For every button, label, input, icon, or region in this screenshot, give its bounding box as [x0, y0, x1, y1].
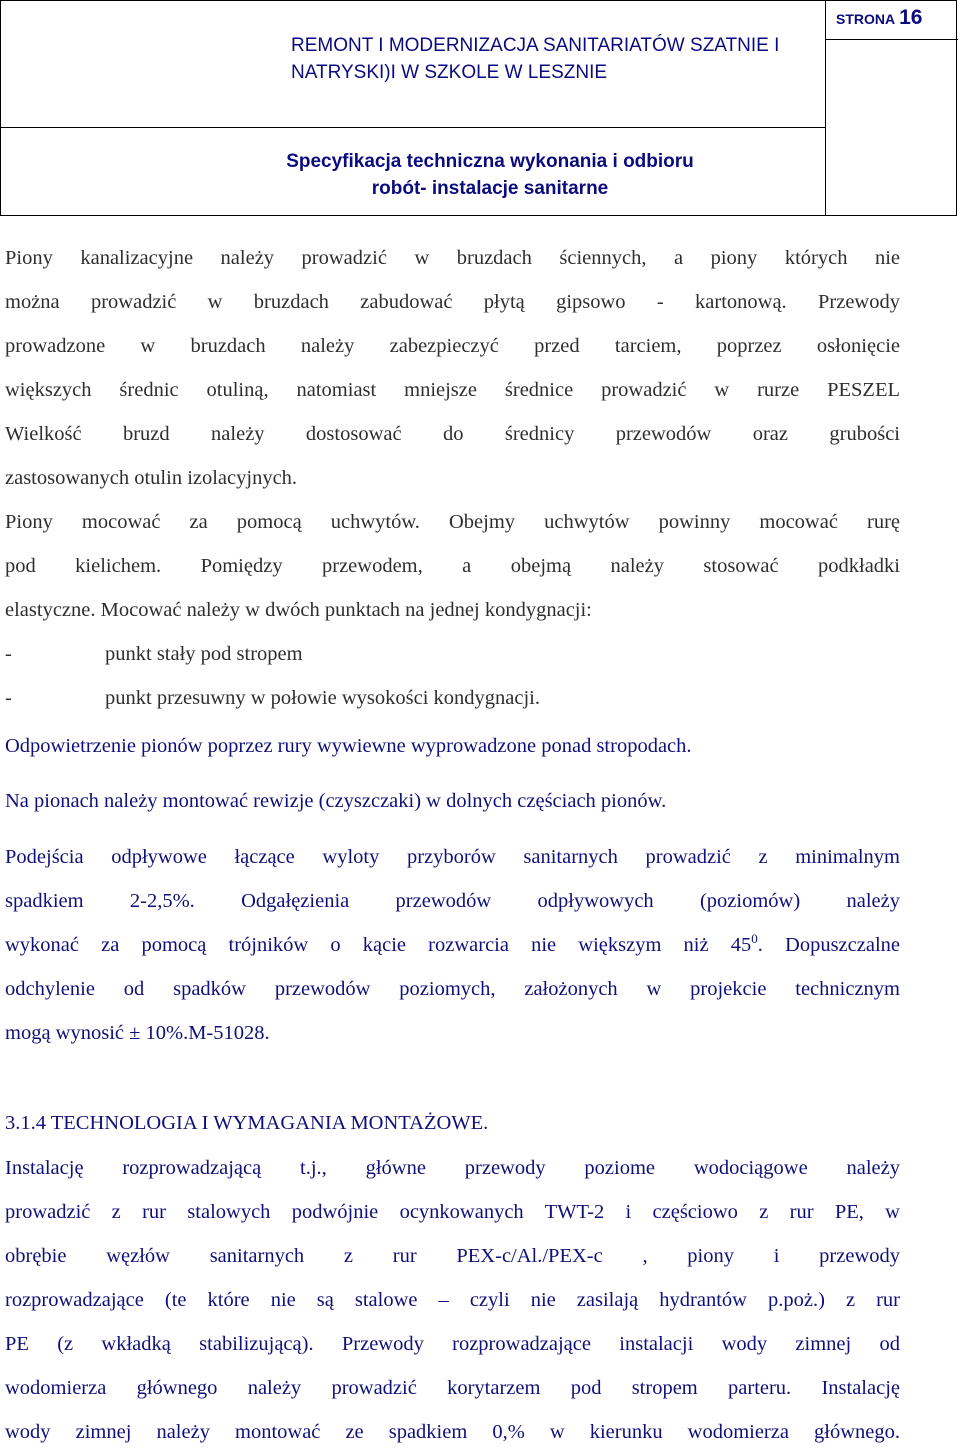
list-dash: -	[5, 643, 12, 665]
list-dash: -	[5, 687, 12, 709]
paragraph-instalacja-rozprowadzajaca	[5, 1146, 900, 1454]
text-line: Instalację rozprowadzającą t.j., główne przewody poziome wodociągowe należy	[5, 1157, 900, 1179]
document-title: REMONT I MODERNIZACJA SANITARIATÓW SZATNIE I NATRYSKI)I W SZKOLE W LESZNIE	[291, 35, 780, 83]
text-line: Odpowietrzenie pionów poprzez rury wywiewne wyprowadzone ponad stropodach.	[5, 735, 692, 757]
list-item-text: punkt stały pod stropem	[105, 643, 303, 665]
subtitle-line-1: Specyfikacja techniczna wykonania i odbioru	[286, 151, 694, 172]
text-line: wody zimnej należy montować ze spadkiem 0,% w kierunku wodomierza głównego.	[5, 1421, 900, 1443]
text-line: pod kielichem. Pomiędzy przewodem, a obejmą należy stosować podkładki	[5, 555, 900, 577]
text-line: obrębie węzłów sanitarnych z rur PEX-c/Al./PEX-c , piony i przewody	[5, 1245, 900, 1267]
text-line: PE (z wkładką stabilizującą). Przewody rozprowadzające instalacji wody zimnej od	[5, 1333, 900, 1355]
page-number-divider	[825, 39, 958, 40]
page-label: STRONA	[836, 11, 896, 27]
section-heading: 3.1.4 TECHNOLOGIA I WYMAGANIA MONTAŻOWE.	[5, 1112, 489, 1134]
text-line: elastyczne. Mocować należy w dwóch punktach na jednej kondygnacji:	[5, 599, 592, 621]
text-line: odchylenie od spadków przewodów poziomych, założonych w projekcie technicznym	[5, 978, 900, 1000]
text-line: mogą wynosić ± 10%.M-51028.	[5, 1022, 270, 1044]
list-item-text: punkt przesuwny w połowie wysokości kondygnacji.	[105, 687, 540, 709]
text-line: można prowadzić w bruzdach zabudować płytą gipsowo - kartonową. Przewody	[5, 291, 900, 313]
text-fragment: wykonać za pomocą trójników o kącie rozwarcia nie większym niż 45	[5, 934, 752, 956]
text-line: Podejścia odpływowe łączące wyloty przyborów sanitarnych prowadzić z minimalnym	[5, 846, 900, 868]
text-line: zastosowanych otulin izolacyjnych.	[5, 467, 298, 489]
document-subtitle	[200, 148, 780, 202]
text-line	[5, 923, 900, 967]
header-divider-horizontal	[1, 127, 825, 128]
text-line: Piony mocować za pomocą uchwytów. Obejmy uchwytów powinny mocować rurę	[5, 511, 900, 533]
text-line: spadkiem 2-2,5%. Odgałęzienia przewodów odpływowych (poziomów) należy	[5, 890, 900, 912]
text-line: prowadzone w bruzdach należy zabezpieczyć przed tarciem, poprzez osłonięcie	[5, 335, 900, 357]
superscript-degree: 0	[751, 931, 758, 947]
subtitle-line-2: robót- instalacje sanitarne	[371, 178, 609, 199]
text-fragment: . Dopuszczalne	[757, 934, 900, 956]
text-line: rozprowadzające (te które nie są stalowe – czyli nie zasilają hydrantów p.poż.) z rur	[5, 1289, 900, 1311]
list-item	[5, 676, 900, 720]
text-line: Piony kanalizacyjne należy prowadzić w bruzdach ściennych, a piony których nie	[5, 247, 900, 269]
paragraph-podejscia	[5, 835, 900, 1055]
list-item	[5, 632, 900, 676]
page-number	[836, 6, 951, 30]
text-line: Na pionach należy montować rewizje (czyszczaki) w dolnych częściach pionów.	[5, 790, 667, 812]
text-line: Wielkość bruzd należy dostosować do średnicy przewodów oraz grubości	[5, 423, 900, 445]
text-line: wodomierza głównego należy prowadzić korytarzem pod stropem parteru. Instalację	[5, 1377, 900, 1399]
paragraph-rewizje	[5, 779, 900, 823]
page-number-value: 16	[899, 6, 923, 29]
paragraph-piony-kanalizacyjne	[5, 236, 900, 720]
text-line: prowadzić z rur stalowych podwójnie ocynkowanych TWT-2 i częściowo z rur PE, w	[5, 1201, 900, 1223]
paragraph-odpowietrzenie	[5, 724, 900, 768]
text-line: większych średnic otuliną, natomiast mniejsze średnice prowadzić w rurze PESZEL	[5, 379, 900, 401]
